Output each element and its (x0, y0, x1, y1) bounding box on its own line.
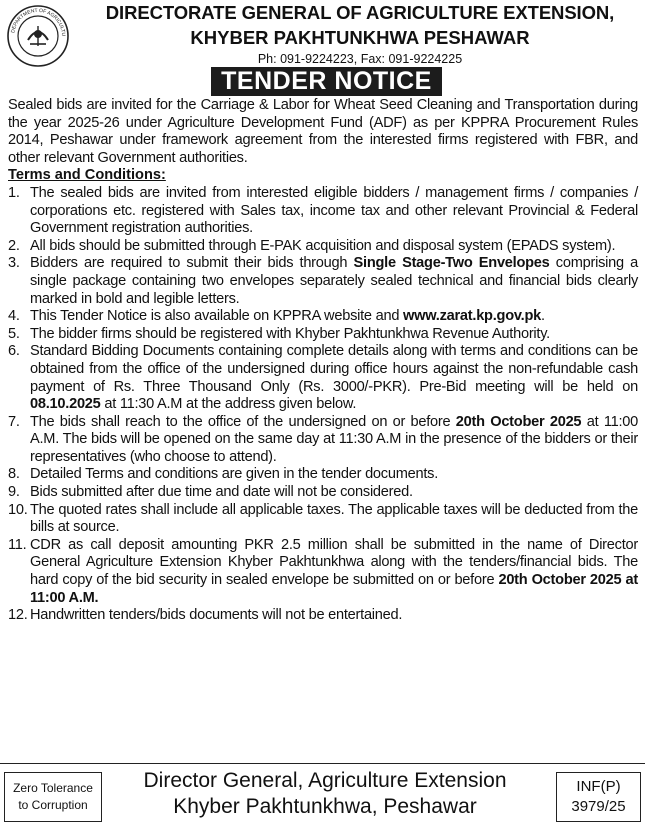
contact-numbers: Ph: 091-9224223, Fax: 091-9224225 (257, 52, 463, 66)
tender-notice-banner: TENDER NOTICE (211, 67, 442, 96)
term-text (30, 343, 638, 413)
term-text-post: comprising a single package containing two envelopes separately sealed technical and financial bids clearly marked in bold and legible letters. (30, 255, 638, 307)
term-text: Bids submitted after due time and date will not be considered. (30, 484, 413, 501)
term-text: Detailed Terms and conditions are given in the tender documents. (30, 466, 439, 483)
signatory (110, 768, 540, 820)
term-text-pre: Standard Bidding Documents containing complete details along with terms and conditions can be obtained from the office of the undersigned during office hours against the non-refundable cash payment of Rs. Three Thousand Only (Rs. 3000/-PKR). Pre-Bid meeting will be held on (30, 343, 638, 395)
term-text (30, 308, 638, 326)
reference-box (556, 772, 641, 822)
term-number: 3. (8, 255, 20, 272)
term-text-bold: www.zarat.kp.gov.pk (403, 308, 541, 325)
term-text-pre: Bidders are required to submit their bids through (30, 255, 354, 272)
notice-footer (0, 763, 645, 827)
org-title-line2: KHYBER PAKHTUNKHWA PESHAWAR (190, 27, 530, 48)
term-number: 1. (8, 184, 20, 201)
term-number: 10. (8, 501, 28, 518)
term-number: 8. (8, 466, 20, 483)
seal-text: DEPARTMENT OF AGRICULTU (10, 7, 67, 37)
term-item (8, 308, 638, 326)
term-number: 6. (8, 343, 20, 360)
term-text-bold: 20th October 2025 at 11:00 A.M. (30, 572, 638, 606)
notice-body (8, 97, 638, 625)
term-number: 4. (8, 308, 20, 325)
term-text-pre: This Tender Notice is also available on KPPRA website and (30, 308, 403, 325)
term-item (8, 466, 638, 484)
term-item (8, 414, 638, 467)
term-item (8, 255, 638, 308)
term-text-post: . (540, 308, 545, 325)
term-number: 7. (8, 413, 20, 430)
term-item (8, 484, 638, 502)
term-item (8, 343, 638, 413)
term-text: Handwritten tenders/bids documents will not be entertained. (30, 607, 403, 624)
term-item (8, 502, 638, 537)
term-number: 11. (8, 536, 27, 553)
term-text: The bidder firms should be registered with Khyber Pakhtunkhwa Revenue Authority. (30, 325, 550, 342)
term-item (8, 238, 638, 256)
org-title-line1: DIRECTORATE GENERAL OF AGRICULTURE EXTENSION, (105, 2, 615, 23)
term-text (30, 414, 638, 467)
department-seal-icon (6, 4, 70, 68)
term-text: The sealed bids are invited from interested eligible bidders / management firms / companies / corporations etc. registered with Sales tax, income tax and other relevant Provincial & Federal Government registration authorities. (30, 184, 638, 237)
terms-list (8, 185, 638, 625)
intro-paragraph: Sealed bids are invited for the Carriage & Labor for Wheat Seed Cleaning and Transportation during the year 2025-26 under Agriculture Development Fund (ADF) as per KPPRA Procurement Rules 2014, Peshawar under framework agreement from the interested firms registered with FBR, and other relevant Government authorities. (8, 97, 638, 166)
term-text-pre: The bids shall reach to the office of the undersigned on or before (30, 413, 456, 430)
term-text (30, 255, 638, 308)
reference-line1: INF(P) (576, 778, 621, 795)
term-number: 12. (8, 607, 28, 624)
term-number: 5. (8, 325, 20, 342)
term-text: All bids should be submitted through E-PAK acquisition and disposal system (EPADS system). (30, 237, 616, 254)
signatory-line2: Khyber Pakhtunkhwa, Peshawar (173, 795, 477, 818)
term-number: 2. (8, 237, 20, 254)
term-item (8, 537, 638, 607)
term-text-bold: 20th October 2025 (455, 413, 582, 430)
term-text-post: at 11:30 A.M at the address given below. (100, 396, 357, 413)
signatory-line1: Director General, Agriculture Extension (143, 769, 507, 792)
term-text-post: at 11:00 A.M. The bids will be opened on the same day at 11:30 A.M in the presence of the bidders or their representatives (who choose to attend). (30, 413, 638, 465)
term-text (30, 537, 638, 607)
zero-tolerance-box (4, 772, 102, 822)
term-item (8, 326, 638, 344)
term-item (8, 185, 638, 238)
reference-line2: 3979/25 (571, 798, 626, 815)
zero-tolerance-line1: Zero Tolerance (13, 781, 93, 795)
term-number: 9. (8, 484, 20, 501)
term-text-bold: 08.10.2025 (30, 396, 101, 413)
term-text: The quoted rates shall include all applicable taxes. The applicable taxes will be deducted from the bills at source. (30, 501, 638, 536)
term-text-pre: CDR as call deposit amounting PKR 2.5 million shall be submitted in the name of Director General Agriculture Extension Khyber Pakhtunkhwa along with the tenders/financial bids. The hard copy of the bid security in sealed envelope be submitted on or before (30, 536, 638, 589)
zero-tolerance-line2: to Corruption (18, 798, 88, 812)
term-item (8, 607, 638, 625)
terms-heading: Terms and Conditions: (8, 167, 166, 184)
term-text-bold: Single Stage-Two Envelopes (353, 255, 550, 272)
